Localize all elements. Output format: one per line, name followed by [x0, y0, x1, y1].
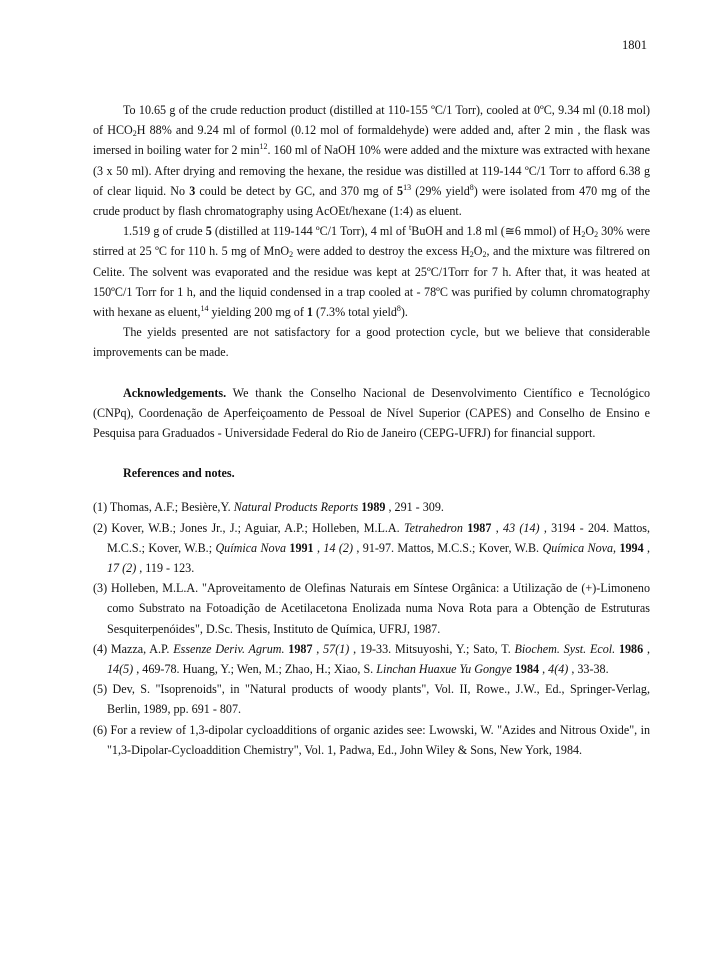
reference-item: (4) Mazza, A.P. Essenze Deriv. Agrum. 1987 , 57(1) , 19-33. Mitsuyoshi, Y.; Sato, T. Biochem. Syst. Ecol. 1986 ,14(5) , 469-78. Huang, Y.; Wen, M.; Zhao, H.; Xiao, S. Linchan Huaxue Yu Gongye 1984 , 4(4) , 33-38. — [93, 641, 650, 677]
page-number: 1801 — [622, 38, 647, 52]
paragraph-yields: The yields presented are not satisfactory for a good protection cycle, but we believe that considerable improvements can be made. — [93, 325, 650, 360]
page-body — [93, 100, 650, 760]
reference-item: (5) Dev, S. "Isoprenoids", in "Natural products of woody plants", Vol. II, Rowe., J.W., Ed., Springer-Verlag, Berlin, 1989, pp. 691 - 807. — [93, 682, 650, 717]
reference-item: (6) For a review of 1,3-dipolar cycloadditions of organic azides see: Lwowski, W. "Azides and Nitrous Oxide", in "1,3-Dipolar-Cycloaddition Chemistry", Vol. 1, Padwa, Ed., John Wiley & Sons, New York, 1984. — [93, 722, 650, 757]
references-list — [93, 497, 650, 760]
reference-item: (3) Holleben, M.L.A. "Aproveitamento de Olefinas Naturais em Síntese Orgânica: a Utilização de (+)-Limoneno como Substrato na Fotoadição de Acetilacetona Enolizada numa Nova Rota para a Obtenção de Estruturas Sesquiterpenóides", D.Sc. Thesis, Instituto de Química, UFRJ, 1987. — [93, 581, 650, 636]
acknowledgements-label: Acknowledgements. — [123, 385, 227, 400]
acknowledgements — [93, 383, 650, 444]
paragraph-procedure-1: To 10.65 g of the crude reduction product (distilled at 110-155 ºC/1 Torr), cooled at 0ºC, 9.34 ml (0.18 mol) of $HCO_2H$ 88% and 9.24 ml of formol (0.12 mol of formaldehyde) were added and, after 2 min , the flask was imersed in boiling water for 2 $\min^{12}$. 160 ml of NaOH 10% were added and the mixture was extracted with hexane (3 x 50 ml). After drying and removing the hexane, the residue was distilled at 119-144 ºC/1 Torr to afford 6.38 g of clear liquid. No 3 could be detect by GC, and 370 mg of $5^{13}$ (29% yield$^8$) were isolated from 470 mg of the crude product by flash chromatography using AcOEt/hexane (1:4) as eluent. — [93, 103, 650, 219]
acknowledgements-text: We thank the Conselho Nacional de Desenvolvimento Científico e Tecnológico (CNPq), Coordenação de Aperfeiçoamento de Pessoal de Nível Superior (CAPES) and Conselho de Ensino e Pesquisa para Graduados - Universidade Federal do Rio de Janeiro (CEPG-UFRJ) for financial support. — [93, 385, 650, 441]
reference-item: (2) Kover, W.B.; Jones Jr., J.; Aguiar, A.P.; Holleben, M.L.A. Tetrahedron 1987 , 43 (14) , 3194 - 204. Mattos, M.C.S.; Kover, W.B.; Química Nova 1991 , 14 (2) , 91-97. Mattos, M.C.S.; Kover, W.B. Química Nova, 1994 ,17 (2) , 119 - 123. — [93, 520, 651, 576]
reference-item: (1) Thomas, A.F.; Besière,Y. Natural Products Reports 1989 , 291 - 309. — [93, 500, 444, 515]
references-heading: References and notes. — [123, 466, 235, 481]
paragraph-procedure-2: 1.519 g of crude 5 (distilled at 119-144 ºC/1 Torr), 4 ml of $^t$BuOH and 1.8 ml (≅6 mmol) of $H_2O_2$ 30% were stirred at 25 ºC for 110 h. 5 mg of MnO$_2$ were added to destroy the excess $H_2O_2$, and the mixture was filtrered on Celite. The solvent was evaporated and the residue was kept at 25ºC/1Torr for 7 h. After that, it was heated at 150ºC/1 Torr for 1 h, and the liquid condensed in a trap cooled at - 78ºC was purified by column chromatography with hexane as eluent,$^{14}$ yielding 200 mg of 1 (7.3% total yield$^8$). — [93, 223, 650, 320]
